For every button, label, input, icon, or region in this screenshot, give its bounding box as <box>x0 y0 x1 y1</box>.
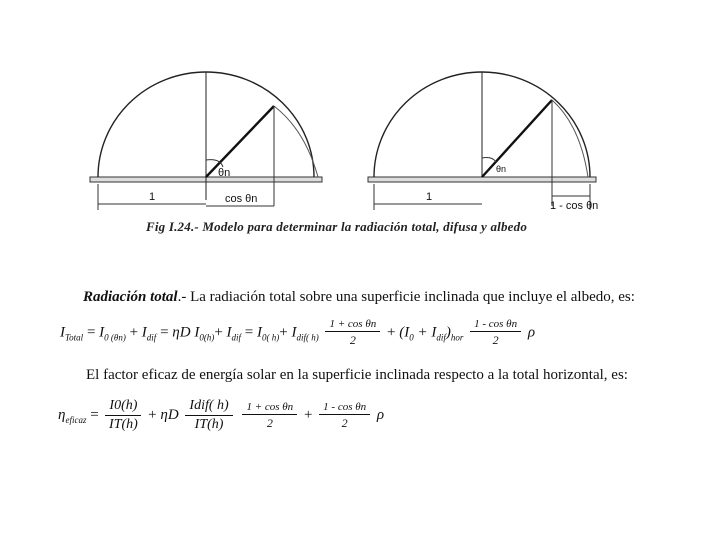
eq1-paren-mid: + I <box>417 324 437 341</box>
right-theta-label: θn <box>496 164 507 174</box>
eq2-lhs: η <box>58 406 66 423</box>
eq1-rho: ρ <box>527 324 536 341</box>
left-dome-arc-outer <box>274 106 318 177</box>
right-one-minus-cos-label: 1 - cos θn <box>550 200 599 212</box>
eq1-t4: I <box>226 324 232 341</box>
eq1-t4-sub: dif <box>231 332 242 343</box>
eq1-lhs-sub: Total <box>65 332 84 343</box>
eq1-t3: I <box>194 324 200 341</box>
eq1-t3-sub: 0(h) <box>199 332 215 343</box>
figure-caption: Fig I.24.- Modelo para determinar la radiación total, difusa y albedo <box>146 219 528 234</box>
right-ground-plate <box>368 177 596 182</box>
hemisphere-diagrams <box>0 0 720 240</box>
eq1-frac2: $\frac{\text{1 - cos θn}}{2}$ <box>470 318 521 348</box>
eq2-frac1: $\frac{I0(h)}{IT(h)}$ <box>105 398 141 433</box>
eq1-paren-open: (I <box>399 324 410 341</box>
eq1-t1: I <box>99 324 105 341</box>
eq1-t1-sub: 0 (θn) <box>104 332 126 343</box>
left-radius-line <box>206 106 274 177</box>
equation-efficiency-factor: $\eta_{eficaz}$ = $\frac{I0(h)}{IT(h)}$ + ηD $\frac{\text{Idif( h)}}{IT(h)}$ $\frac{\text{1 + cos θn}}{2}$ + $\frac{\text{1 - cos θn}}{2}$ ρ <box>58 398 385 432</box>
eq2-eta: ηD <box>160 406 179 423</box>
eq1-t6: I <box>291 324 297 341</box>
eq1-t2: I <box>141 324 147 341</box>
radiation-total-text: .- La radiación total sobre una superficie inclinada que incluye el albedo, es: <box>177 289 635 305</box>
right-angle-arc <box>482 158 496 163</box>
eq2-lhs-sub: eficaz <box>65 414 87 425</box>
eq1-t5-sub: 0( h) <box>262 332 280 343</box>
radiation-total-paragraph <box>83 289 635 306</box>
left-cos-label: cos θn <box>225 193 258 205</box>
eq2-frac3: $\frac{\text{1 + cos θn}}{2}$ <box>242 401 297 431</box>
equation-total-radiation: $I_{Total} = I_{0 (\theta n)} + I_{dif} = \eta D$ $I_{0(h)}+ I_{dif} = I_{0( h)}+ I_{dif( h)}$ $\frac{\text{1 + cos θn}}{2}$ + $(I_0 + I_{dif})_{hor}$ $\frac{\text{1 - cos θn}}{2}$ ρ <box>60 318 536 347</box>
right-radius-line <box>482 100 552 177</box>
eq1-eta: ηD <box>172 324 191 341</box>
right-one-label: 1 <box>426 191 433 203</box>
right-hemisphere-figure <box>368 72 598 212</box>
eq2-frac4: $\frac{\text{1 - cos θn}}{2}$ <box>319 401 370 431</box>
eq1-lhs: I <box>60 324 65 341</box>
eq1-frac1: $\frac{\text{1 + cos θn}}{2}$ <box>325 318 380 348</box>
eq2-frac2: $\frac{\text{Idif( h)}}{IT(h)}$ <box>185 398 232 433</box>
eq1-paren-close: ) <box>445 324 451 341</box>
efficiency-paragraph: El factor eficaz de energía solar en la superficie inclinada respecto a la total horizontal, es: <box>86 367 628 383</box>
eq1-t6-sub: dif( h) <box>296 332 319 343</box>
left-one-label: 1 <box>149 191 156 203</box>
eq2-rho: ρ <box>376 406 385 423</box>
eq1-t5: I <box>257 324 263 341</box>
eq1-t2-sub: dif <box>146 332 157 343</box>
left-theta-label: θn <box>218 167 231 179</box>
left-hemisphere-figure <box>90 72 322 210</box>
radiation-total-heading: Radiación total <box>83 289 178 305</box>
